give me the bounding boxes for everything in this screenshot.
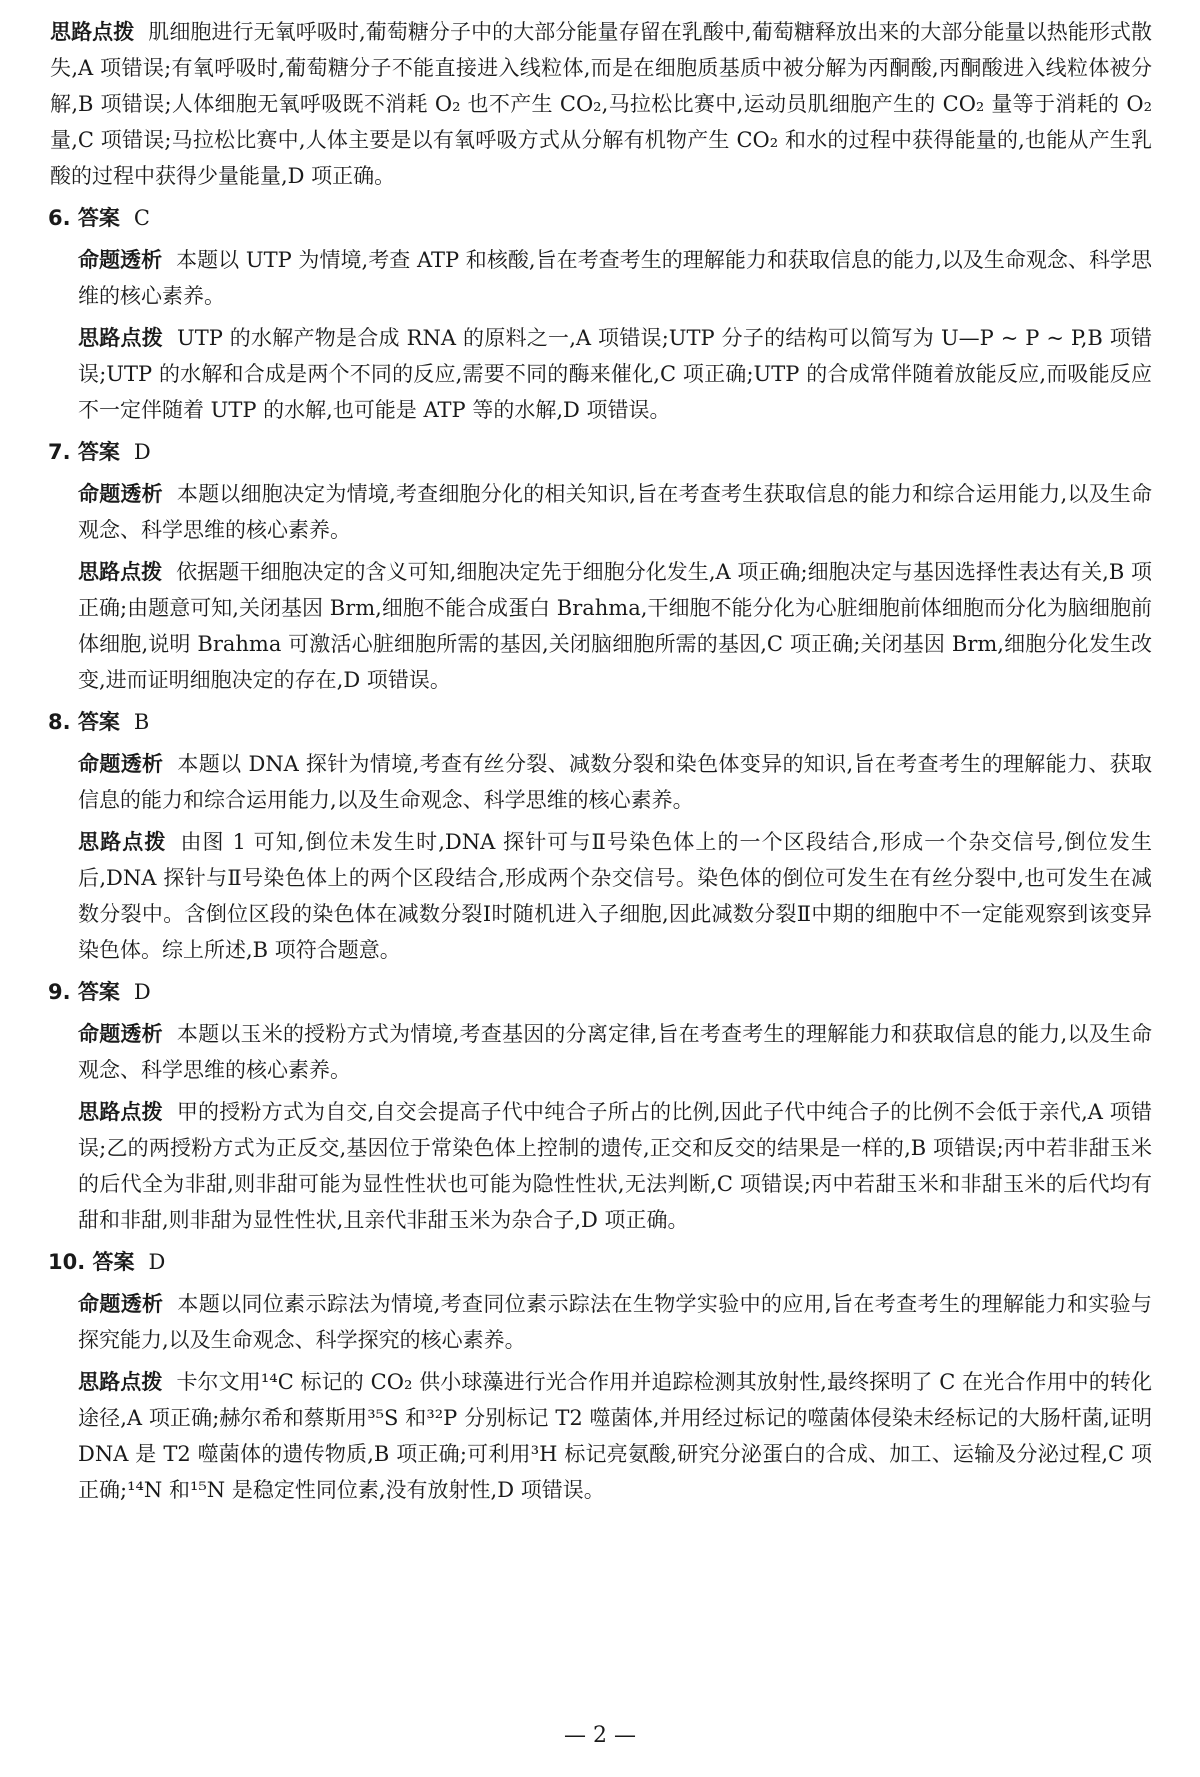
hint-paragraph [78, 1364, 1152, 1508]
answer-letter: D [133, 980, 151, 1004]
answer-number: 8. 答案 [48, 710, 120, 734]
answer-letter: D [133, 440, 151, 464]
page-number: — 2 — [564, 1723, 636, 1748]
hint-label: 思路点拨 [78, 326, 163, 350]
hint-paragraph [78, 554, 1152, 698]
question-7 [48, 434, 1152, 698]
analysis-label: 命题透析 [78, 1022, 163, 1046]
answer-number: 10. 答案 [48, 1250, 135, 1274]
hint-text: 由图 1 可知,倒位未发生时,DNA 探针可与Ⅱ号染色体上的一个区段结合,形成一个杂交信号,倒位发生后,DNA 探针与Ⅱ号染色体上的两个区段结合,形成两个杂交信号。染色体的倒位可发生在有丝分裂中,也可发生在减数分裂中。含倒位区段的染色体在减数分裂Ⅰ时随机进入子细胞,因此减数分裂Ⅱ中期的细胞中不一定能观察到该变异染色体。综上所述,B 项符合题意。 [78, 830, 1152, 962]
answer-letter: B [133, 710, 150, 734]
hint-text: 甲的授粉方式为自交,自交会提高子代中纯合子所占的比例,因此子代中纯合子的比例不会低于亲代,A 项错误;乙的两授粉方式为正反交,基因位于常染色体上控制的遗传,正交和反交的结果是一样的,B 项错误;丙中若非甜玉米的后代全为非甜,则非甜可能为显性性状也可能为隐性性状,无法判断,C 项错误;丙中若甜玉米和非甜玉米的后代均有甜和非甜,则非甜为显性性状,且亲代非甜玉米为杂合子,D 项正确。 [78, 1100, 1152, 1232]
hint-text: 肌细胞进行无氧呼吸时,葡萄糖分子中的大部分能量存留在乳酸中,葡萄糖释放出来的大部分能量以热能形式散失,A 项错误;有氧呼吸时,葡萄糖分子不能直接进入线粒体,而是在细胞质基质中被分解为丙酮酸,丙酮酸进入线粒体被分解,B 项错误;人体细胞无氧呼吸既不消耗 O₂ 也不产生 CO₂,马拉松比赛中,运动员肌细胞产生的 CO₂ 量等于消耗的 O₂ 量,C 项错误;马拉松比赛中,人体主要是以有氧呼吸方式从分解有机物产生 CO₂ 和水的过程中获得能量的,也能从产生乳酸的过程中获得少量能量,D 项正确。 [50, 20, 1152, 188]
analysis-paragraph [78, 1286, 1152, 1358]
question-10 [48, 1244, 1152, 1508]
analysis-label: 命题透析 [78, 248, 163, 272]
hint-label: 思路点拨 [50, 20, 135, 44]
analysis-text: 本题以 UTP 为情境,考查 ATP 和核酸,旨在考查考生的理解能力和获取信息的能力,以及生命观念、科学思维的核心素养。 [78, 248, 1153, 308]
hint-text: UTP 的水解产物是合成 RNA 的原料之一,A 项错误;UTP 分子的结构可以简写为 U—P ~ P ~ P,B 项错误;UTP 的水解和合成是两个不同的反应,需要不同的酶来催化,C 项正确;UTP 的合成常伴随着放能反应,而吸能反应不一定伴随着 UTP 的水解,也可能是 ATP 等的水解,D 项错误。 [78, 326, 1152, 422]
analysis-paragraph [78, 746, 1152, 818]
question-6 [48, 200, 1152, 428]
hint-label: 思路点拨 [78, 560, 163, 584]
analysis-label: 命题透析 [78, 1292, 164, 1316]
hint-text: 卡尔文用¹⁴C 标记的 CO₂ 供小球藻进行光合作用并追踪检测其放射性,最终探明了 C 在光合作用中的转化途径,A 项正确;赫尔希和蔡斯用³⁵S 和³²P 分别标记 T2 噬菌体,并用经过标记的噬菌体侵染未经标记的大肠杆菌,证明 DNA 是 T2 噬菌体的遗传物质,B 项正确;可利用³H 标记亮氨酸,研究分泌蛋白的合成、加工、运输及分泌过程,C 项正确;¹⁴N 和¹⁵N 是稳定性同位素,没有放射性,D 项错误。 [78, 1370, 1152, 1502]
question-9 [48, 974, 1152, 1238]
hint-paragraph [78, 320, 1152, 428]
question-8 [48, 704, 1152, 968]
analysis-label: 命题透析 [78, 752, 164, 776]
answer-heading [48, 434, 1152, 470]
analysis-paragraph [78, 1016, 1152, 1088]
hint-label: 思路点拨 [78, 1370, 163, 1394]
answer-number: 6. 答案 [48, 206, 120, 230]
hint-label: 思路点拨 [78, 830, 167, 854]
hint-label: 思路点拨 [78, 1100, 163, 1124]
analysis-text: 本题以同位素示踪法为情境,考查同位素示踪法在生物学实验中的应用,旨在考查考生的理解能力和实验与探究能力,以及生命观念、科学探究的核心素养。 [78, 1292, 1152, 1352]
answer-heading [48, 704, 1152, 740]
answer-letter: D [148, 1250, 166, 1274]
answer-heading [48, 200, 1152, 236]
analysis-text: 本题以细胞决定为情境,考查细胞分化的相关知识,旨在考查考生获取信息的能力和综合运用能力,以及生命观念、科学思维的核心素养。 [78, 482, 1153, 542]
answer-heading [48, 1244, 1152, 1280]
answer-number: 9. 答案 [48, 980, 120, 1004]
answer-number: 7. 答案 [48, 440, 120, 464]
analysis-paragraph [78, 242, 1152, 314]
answer-heading [48, 974, 1152, 1010]
hint-paragraph [78, 824, 1152, 968]
hint-paragraph [78, 1094, 1152, 1238]
analysis-paragraph [78, 476, 1152, 548]
analysis-label: 命题透析 [78, 482, 163, 506]
hint-paragraph-q5 [48, 14, 1152, 194]
hint-text: 依据题干细胞决定的含义可知,细胞决定先于细胞分化发生,A 项正确;细胞决定与基因选择性表达有关,B 项正确;由题意可知,关闭基因 Brm,细胞不能合成蛋白 Brahma,干细胞不能分化为心脏细胞前体细胞而分化为脑细胞前体细胞,说明 Brahma 可激活心脏细胞所需的基因,关闭脑细胞所需的基因,C 项正确;关闭基因 Brm,细胞分化发生改变,进而证明细胞决定的存在,D 项错误。 [78, 560, 1152, 692]
answer-letter: C [133, 206, 150, 230]
analysis-text: 本题以 DNA 探针为情境,考查有丝分裂、减数分裂和染色体变异的知识,旨在考查考生的理解能力、获取信息的能力和综合运用能力,以及生命观念、科学思维的核心素养。 [78, 752, 1153, 812]
analysis-text: 本题以玉米的授粉方式为情境,考查基因的分离定律,旨在考查考生的理解能力和获取信息的能力,以及生命观念、科学思维的核心素养。 [78, 1022, 1153, 1082]
